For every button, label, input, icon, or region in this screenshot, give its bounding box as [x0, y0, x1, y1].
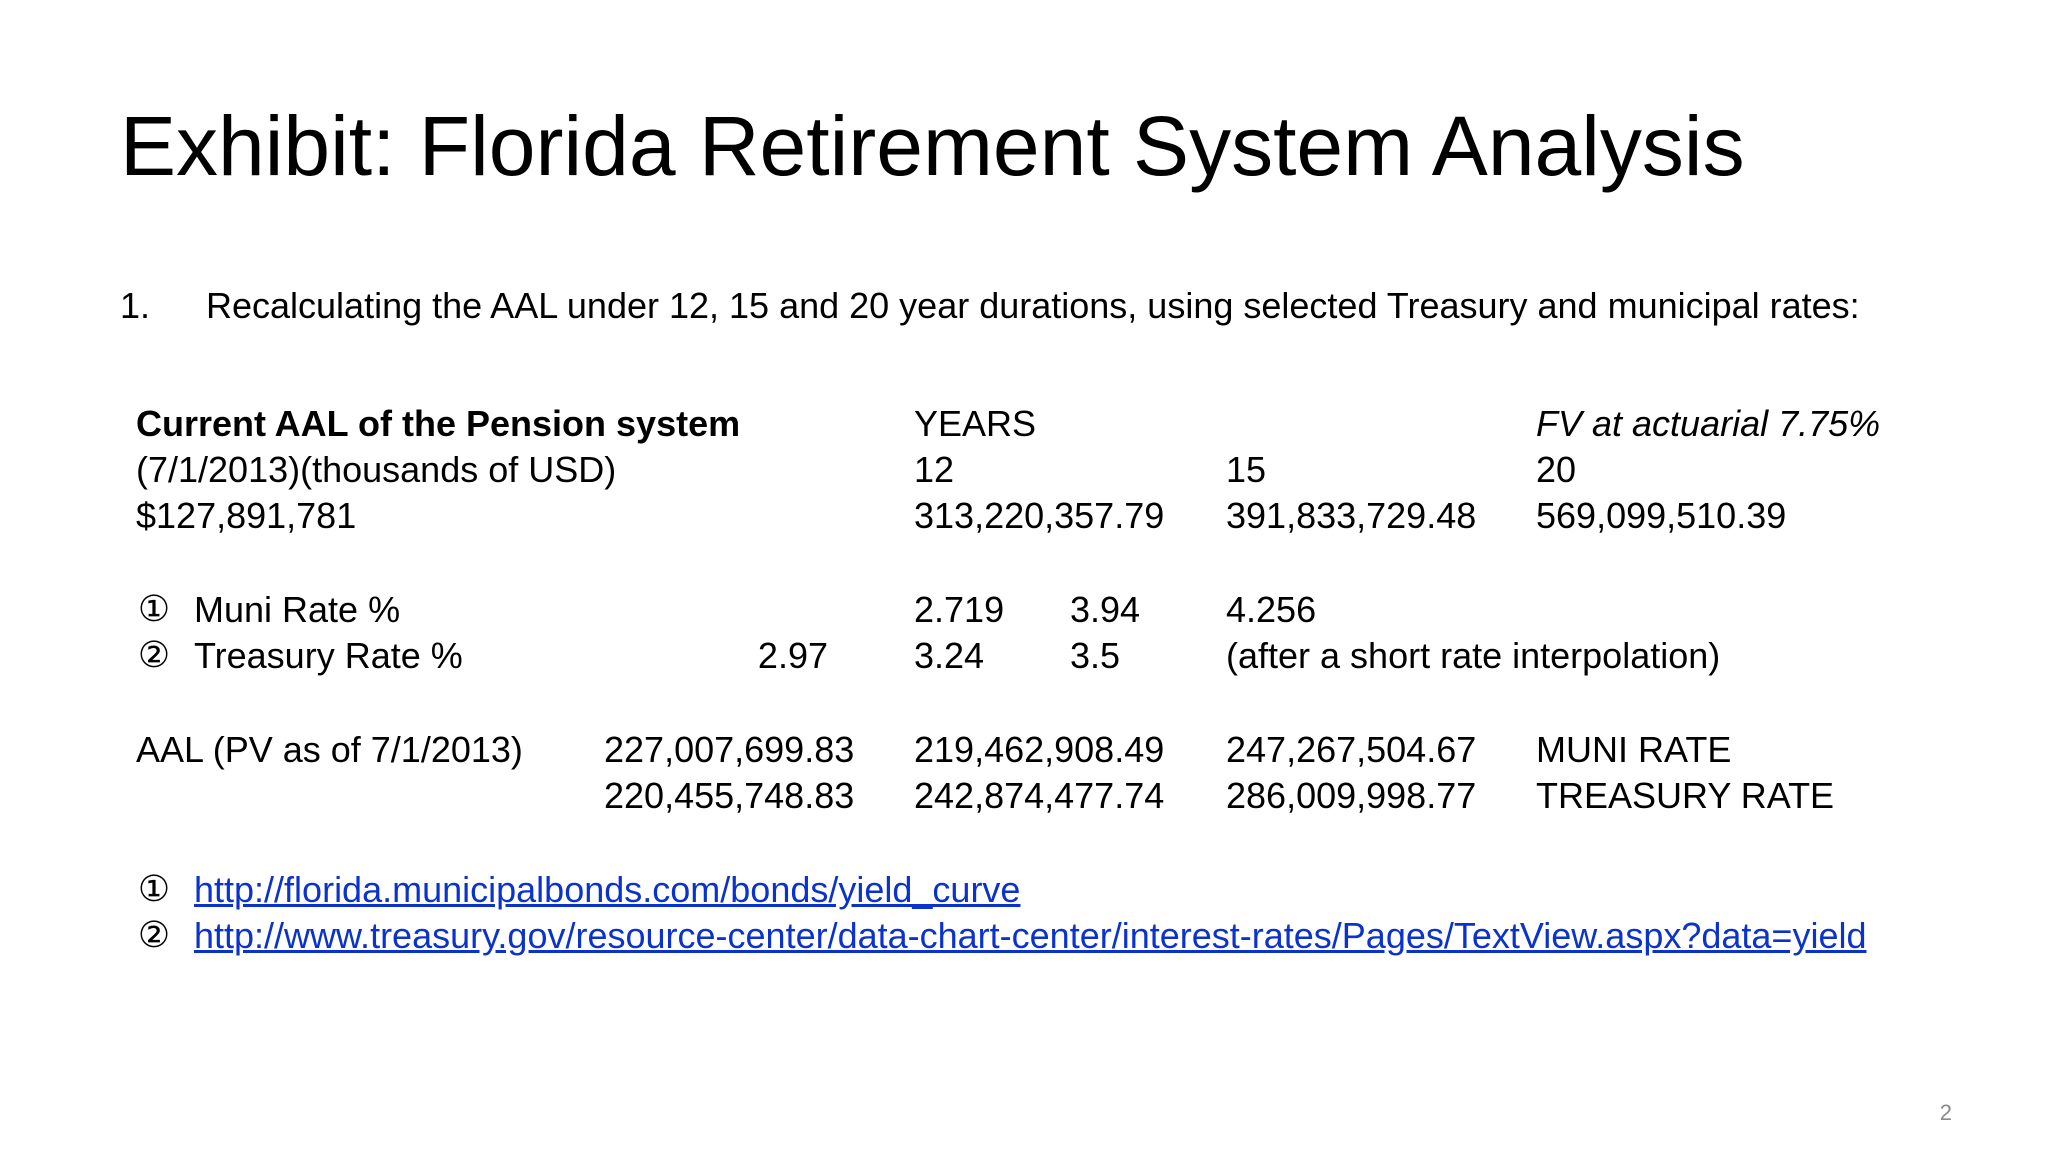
treasury-rate-15: 3.24: [914, 635, 985, 676]
aal-muni-15: 219,462,908.49: [914, 729, 1165, 770]
fv-15: 391,833,729.48: [1226, 495, 1477, 536]
fv-12: 313,220,357.79: [914, 495, 1165, 536]
current-aal-value: $127,891,781: [136, 495, 357, 536]
treasury-note: (after a short rate interpolation): [1226, 635, 1721, 676]
header-aal-label: Current AAL of the Pension system: [136, 403, 741, 444]
year-20: 20: [1536, 449, 1577, 490]
source-1-marker-icon: ①: [137, 869, 171, 910]
treasury-marker-icon: ②: [137, 635, 171, 676]
slide-title: Exhibit: Florida Retirement System Analysis: [120, 99, 1745, 193]
muni-rate-15: 3.94: [1070, 589, 1141, 630]
source-2-marker-icon: ②: [137, 915, 171, 956]
muni-rate-12: 2.719: [914, 589, 1005, 630]
fv-20: 569,099,510.39: [1536, 495, 1787, 536]
header-years: YEARS: [914, 403, 1037, 444]
muni-marker-icon: ①: [137, 589, 171, 630]
aal-treasury-12: 220,455,748.83: [604, 775, 855, 816]
muni-label: Muni Rate %: [194, 589, 401, 630]
bullet-number: 1.: [120, 285, 151, 326]
year-12: 12: [914, 449, 955, 490]
date-label: (7/1/2013)(thousands of USD): [136, 449, 617, 490]
aal-muni-20: 247,267,504.67: [1226, 729, 1477, 770]
treasury-label: Treasury Rate %: [194, 635, 463, 676]
year-15: 15: [1226, 449, 1267, 490]
aal-treasury-20: 286,009,998.77: [1226, 775, 1477, 816]
source-link-treasury[interactable]: http://www.treasury.gov/resource-center/data-chart-center/interest-rates/Pages/TextView.aspx?data=yield: [194, 915, 1867, 956]
treasury-rate-20: 3.5: [1070, 635, 1121, 676]
treasury-rate-12: 2.97: [757, 635, 828, 676]
bullet-text: Recalculating the AAL under 12, 15 and 20 year durations, using selected Treasury and municipal rates:: [206, 285, 1860, 326]
source-link-muni[interactable]: http://florida.municipalbonds.com/bonds/yield_curve: [194, 869, 1021, 910]
page-number: 2: [1939, 1100, 1952, 1125]
header-fv: FV at actuarial 7.75%: [1536, 403, 1881, 444]
aal-treasury-label: TREASURY RATE: [1536, 775, 1835, 816]
aal-treasury-15: 242,874,477.74: [914, 775, 1165, 816]
aal-muni-label: MUNI RATE: [1536, 729, 1732, 770]
aal-pv-label: AAL (PV as of 7/1/2013): [136, 729, 523, 770]
aal-muni-12: 227,007,699.83: [604, 729, 855, 770]
muni-rate-20: 4.256: [1226, 589, 1317, 630]
